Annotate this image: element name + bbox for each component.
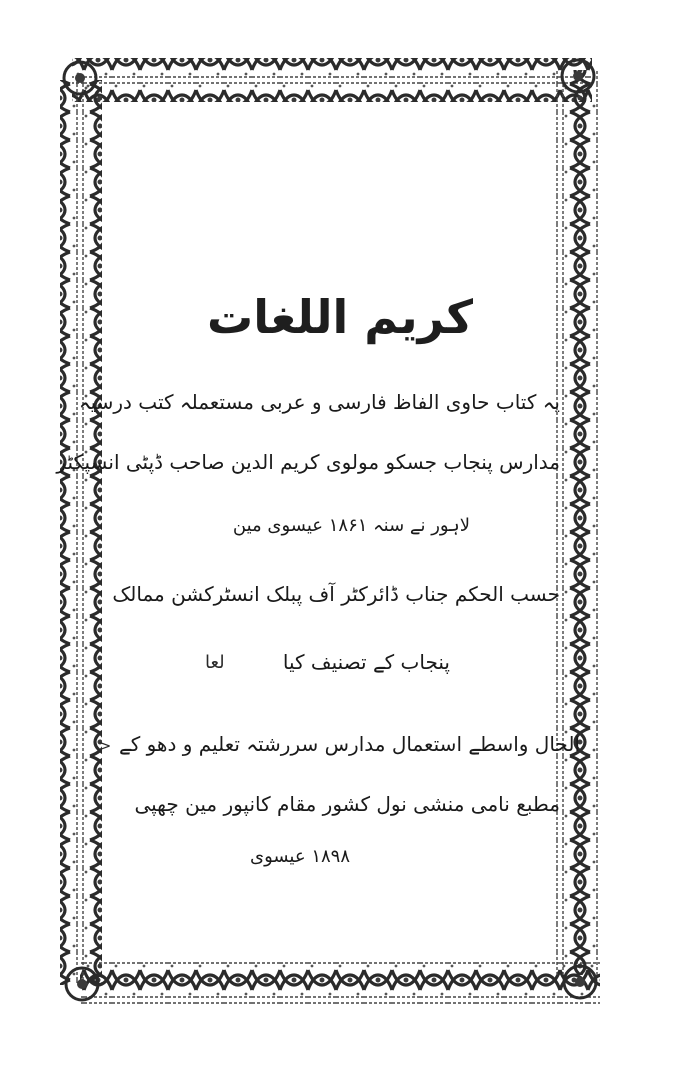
description-line-2: مدارس پنجاب جسکو مولوی کریم الدین صاحب ڈپٹی انسپکٹر [56, 450, 560, 474]
book-title: کریم اللغات [206, 290, 473, 344]
year-line: ۱۸۹۸ عیسوی [249, 846, 350, 867]
border-right [556, 70, 598, 975]
border-top [72, 58, 592, 102]
border-left [60, 80, 102, 985]
description-line-5: پنجاب کے تصنیف کیا [282, 650, 450, 674]
margin-note-text: لعا [205, 652, 225, 673]
description-line-1: یہ کتاب حاوی الفاظ فارسی و عربی مستعملہ کتب درسیہ [78, 390, 560, 414]
description-line-6: الحال واسطے استعمال مدارس سررشتہ تعلیم و دھو کے [119, 732, 580, 756]
imprint-line: مطبع نامی منشی نول کشور مقام کانپور مین چھپی [134, 792, 560, 816]
description-line-3: لاہور نے سنہ ۱۸۶۱ عیسوی مین [232, 515, 470, 536]
description-line-4: حسب الحکم جناب ڈائرکٹر آف پبلک انسٹرکشن ممالک [112, 582, 560, 606]
side-mark: > [98, 736, 112, 755]
border-bottom [80, 960, 600, 1004]
handwritten-margin-note [205, 652, 225, 673]
